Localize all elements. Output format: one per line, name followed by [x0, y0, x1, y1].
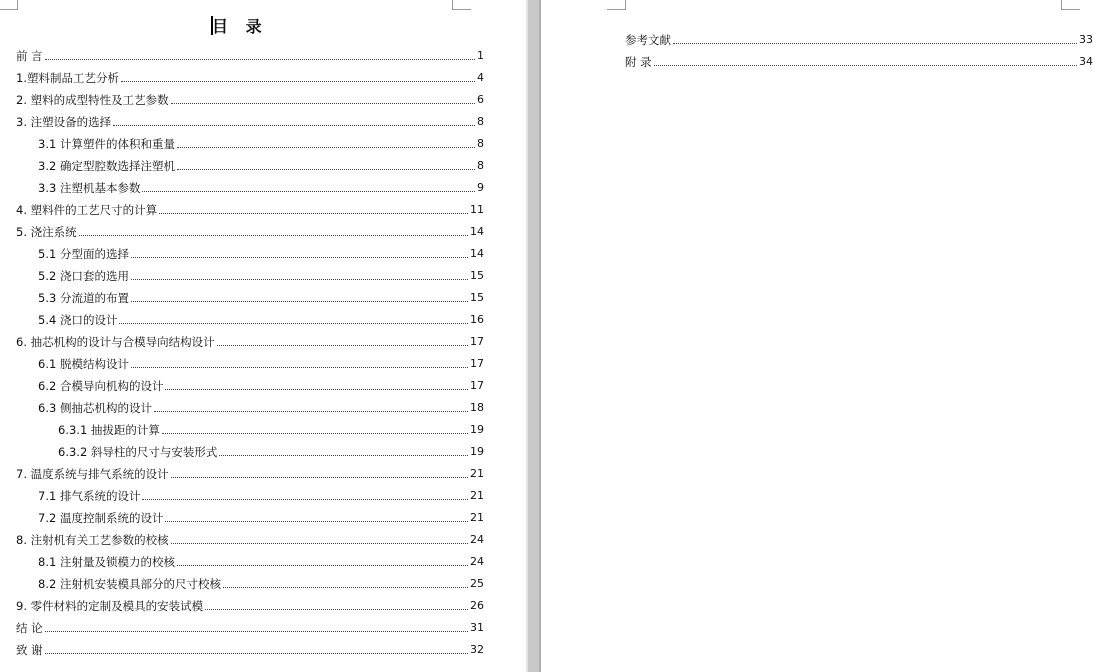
toc-entry-page: 17	[470, 335, 484, 348]
toc-entry-page: 19	[470, 445, 484, 458]
leader-dots	[171, 102, 475, 104]
toc-entry-page: 15	[470, 291, 484, 304]
toc-entry-label: 2. 塑料的成型特性及工艺参数	[16, 93, 169, 107]
toc-entry-label: 5. 浇注系统	[16, 225, 77, 239]
toc-entry[interactable]	[16, 45, 484, 67]
leader-dots	[223, 586, 468, 588]
toc-entry-label: 6. 抽芯机构的设计与合模导向结构设计	[16, 335, 215, 349]
leader-dots	[219, 454, 468, 456]
toc-entry-label: 4. 塑料件的工艺尺寸的计算	[16, 203, 158, 217]
leader-dots	[142, 190, 475, 192]
toc-entry-page: 1	[477, 49, 484, 62]
toc-entry[interactable]	[16, 67, 484, 89]
toc-entry-label: 8.2 注射机安装模具部分的尺寸校核	[38, 577, 221, 591]
toc-entry[interactable]	[38, 551, 484, 573]
toc-entry[interactable]	[38, 573, 484, 595]
leader-dots	[121, 80, 475, 82]
page-corner-mark	[452, 0, 471, 10]
toc-entry-label: 5.4 浇口的设计	[38, 313, 118, 327]
toc-entry-page: 17	[470, 379, 484, 392]
toc-entry[interactable]	[38, 133, 484, 155]
toc-entry-label: 7.1 排气系统的设计	[38, 489, 141, 503]
toc-entry[interactable]	[16, 617, 484, 639]
toc-entry-label: 8.1 注射量及锁模力的校核	[38, 555, 175, 569]
leader-dots	[177, 146, 475, 148]
toc-entry-page: 31	[470, 621, 484, 634]
leader-dots	[162, 432, 468, 434]
page-corner-mark	[607, 0, 626, 10]
leader-dots	[654, 64, 1077, 66]
leader-dots	[177, 564, 468, 566]
toc-entry[interactable]	[16, 331, 484, 353]
toc-entry-page: 8	[477, 159, 484, 172]
leader-dots	[154, 410, 468, 412]
toc-entry-label: 前 言	[16, 49, 43, 63]
toc-entry[interactable]	[38, 309, 484, 331]
toc-entry-page: 24	[470, 533, 484, 546]
toc-entry-page: 14	[470, 225, 484, 238]
leader-dots	[131, 256, 468, 258]
toc-entry[interactable]	[38, 155, 484, 177]
toc-entry[interactable]	[58, 419, 484, 441]
toc-entry-page: 33	[1079, 33, 1093, 46]
toc-entry-page: 8	[477, 137, 484, 150]
toc-entry-page: 26	[470, 599, 484, 612]
leader-dots	[131, 278, 468, 280]
toc-entry-label: 3.2 确定型腔数选择注塑机	[38, 159, 175, 173]
toc-entry-label: 附 录	[625, 55, 652, 69]
toc-entry-label: 致 谢	[16, 643, 43, 657]
toc-entry-page: 18	[470, 401, 484, 414]
toc-entry[interactable]	[38, 397, 484, 419]
toc-title: 目 录	[212, 17, 268, 36]
leader-dots	[165, 388, 468, 390]
leader-dots	[45, 630, 468, 632]
leader-dots	[119, 322, 468, 324]
leader-dots	[177, 168, 475, 170]
toc-entry-label: 5.2 浇口套的选用	[38, 269, 129, 283]
toc-entry-label: 3.3 注塑机基本参数	[38, 181, 141, 195]
toc-entry[interactable]	[16, 89, 484, 111]
toc-entry-label: 6.3.2 斜导柱的尺寸与安装形式	[58, 445, 218, 459]
toc-entry-label: 1.塑料制品工艺分析	[16, 71, 119, 85]
toc-entry-label: 5.3 分流道的布置	[38, 291, 129, 305]
toc-entry[interactable]	[38, 507, 484, 529]
toc-entry[interactable]	[38, 265, 484, 287]
page-corner-mark	[0, 0, 18, 10]
toc-entry-label: 3. 注塑设备的选择	[16, 115, 112, 129]
toc-entry-page: 14	[470, 247, 484, 260]
toc-entry[interactable]	[38, 375, 484, 397]
toc-entry-label: 9. 零件材料的定制及模具的安装试模	[16, 599, 204, 613]
document-page-left	[0, 0, 526, 672]
toc-entry-label: 6.2 合模导向机构的设计	[38, 379, 164, 393]
toc-entry-label: 5.1 分型面的选择	[38, 247, 129, 261]
toc-entry-page: 19	[470, 423, 484, 436]
leader-dots	[217, 344, 468, 346]
toc-entry-page: 32	[470, 643, 484, 656]
leader-dots	[171, 542, 468, 544]
document-page-right	[541, 0, 1100, 672]
leader-dots	[171, 476, 468, 478]
leader-dots	[131, 300, 468, 302]
leader-dots	[205, 608, 468, 610]
toc-entry[interactable]	[16, 639, 484, 661]
toc-entry[interactable]	[38, 177, 484, 199]
toc-entry[interactable]	[16, 221, 484, 243]
toc-entry[interactable]	[58, 441, 484, 463]
toc-entry[interactable]	[625, 29, 1093, 51]
toc-entry[interactable]	[38, 287, 484, 309]
toc-entry-page: 15	[470, 269, 484, 282]
toc-entry[interactable]	[38, 485, 484, 507]
toc-entry[interactable]	[16, 595, 484, 617]
leader-dots	[673, 42, 1077, 44]
toc-entry-label: 3.1 计算塑件的体积和重量	[38, 137, 175, 151]
toc-entry-page: 6	[477, 93, 484, 106]
toc-entry-page: 16	[470, 313, 484, 326]
toc-entry-page: 8	[477, 115, 484, 128]
leader-dots	[159, 212, 468, 214]
toc-entry-page: 21	[470, 489, 484, 502]
toc-entry-page: 25	[470, 577, 484, 590]
toc-entry-label: 8. 注射机有关工艺参数的校核	[16, 533, 169, 547]
toc-entry-page: 4	[477, 71, 484, 84]
leader-dots	[142, 498, 468, 500]
toc-entry-page: 21	[470, 511, 484, 524]
page-gutter	[526, 0, 541, 672]
toc-entry-page: 34	[1079, 55, 1093, 68]
leader-dots	[113, 124, 475, 126]
toc-entry-label: 参考文献	[625, 33, 671, 47]
toc-entry-page: 9	[477, 181, 484, 194]
toc-entry[interactable]	[38, 353, 484, 375]
leader-dots	[131, 366, 468, 368]
toc-entry[interactable]	[16, 199, 484, 221]
toc-entry-label: 6.3.1 抽拔距的计算	[58, 423, 160, 437]
leader-dots	[165, 520, 468, 522]
toc-entry-label: 结 论	[16, 621, 43, 635]
toc-entry-page: 21	[470, 467, 484, 480]
toc-entry[interactable]	[38, 243, 484, 265]
toc-entry[interactable]	[625, 51, 1093, 73]
toc-entry[interactable]	[16, 529, 484, 551]
page-corner-mark	[1061, 0, 1080, 10]
toc-entry-label: 7.2 温度控制系统的设计	[38, 511, 164, 525]
toc-entry-page: 24	[470, 555, 484, 568]
toc-entry-page: 11	[470, 203, 484, 216]
toc-entry[interactable]	[16, 463, 484, 485]
toc-entry-label: 6.1 脱模结构设计	[38, 357, 129, 371]
toc-entry-label: 6.3 侧抽芯机构的设计	[38, 401, 152, 415]
leader-dots	[79, 234, 468, 236]
toc-entry-label: 7. 温度系统与排气系统的设计	[16, 467, 169, 481]
toc-entry[interactable]	[16, 111, 484, 133]
leader-dots	[45, 652, 468, 654]
leader-dots	[45, 58, 475, 60]
toc-entry-page: 17	[470, 357, 484, 370]
